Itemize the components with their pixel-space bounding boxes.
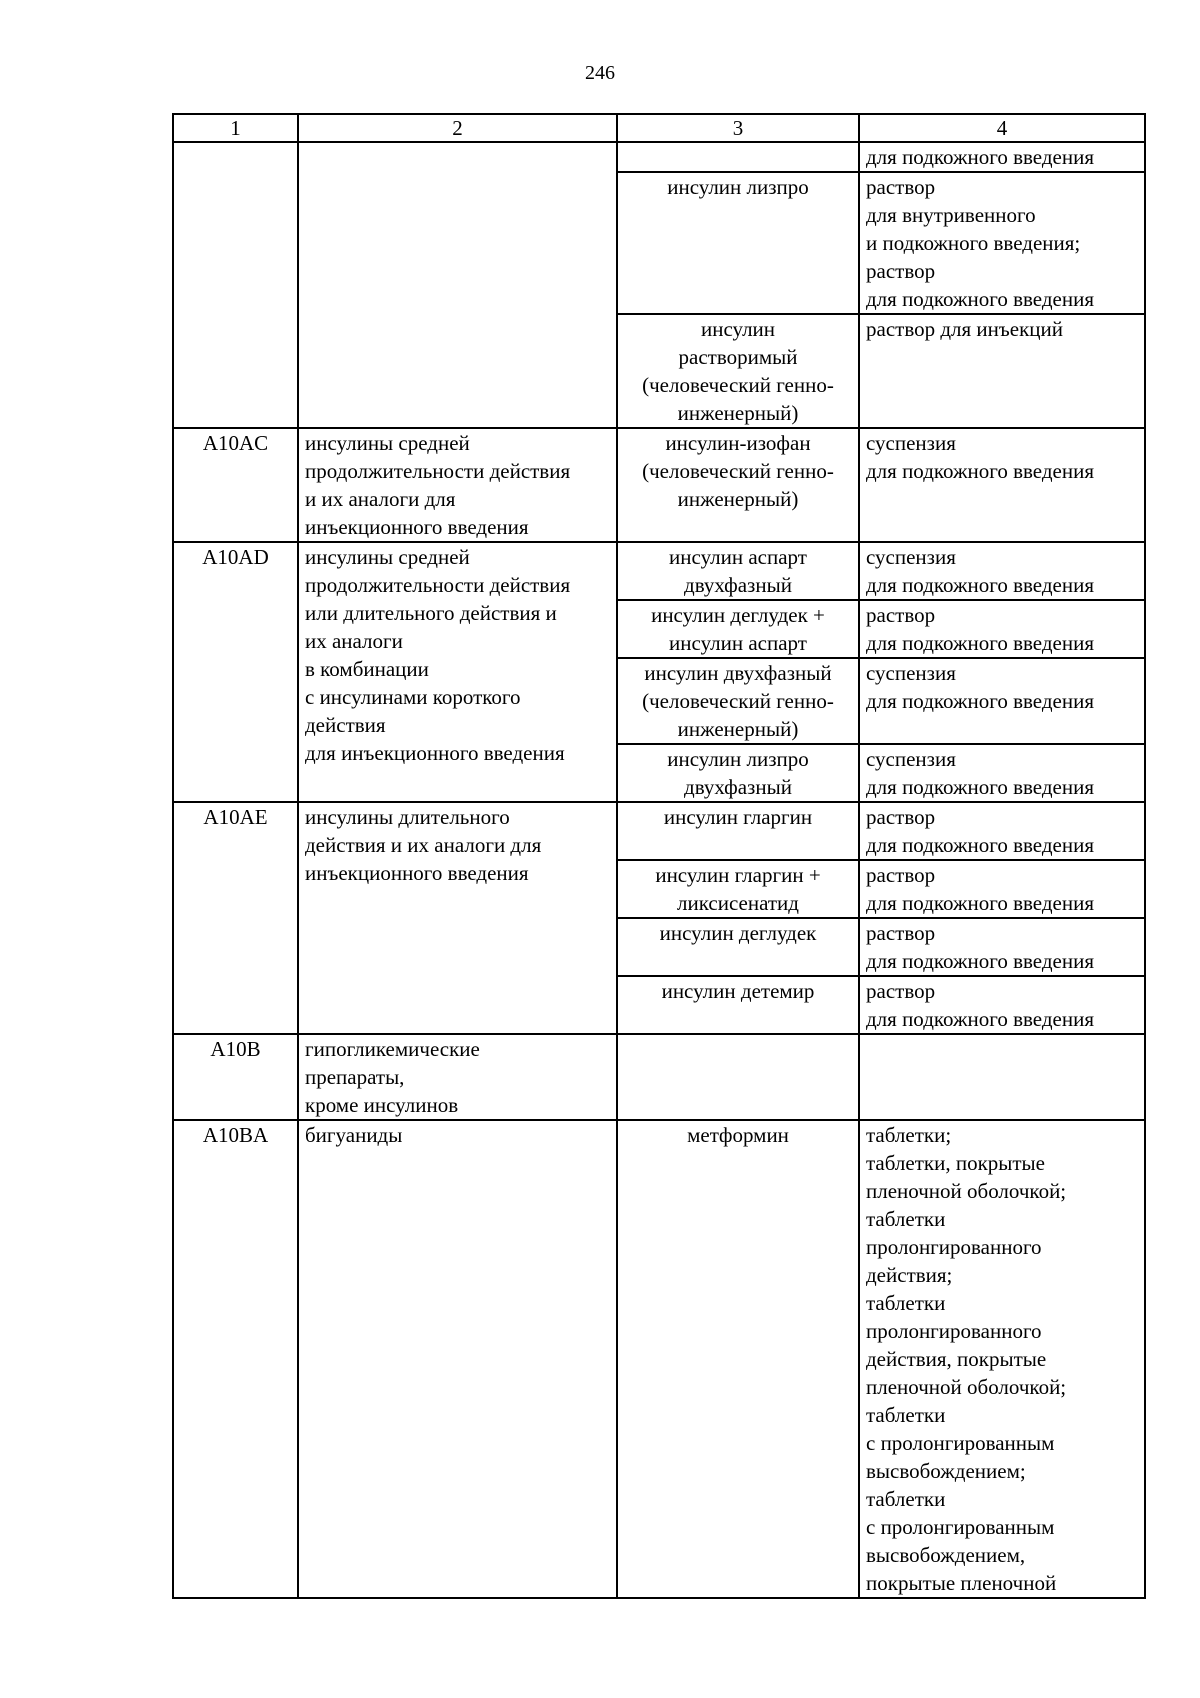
drug-name-cell: метформин <box>617 1120 859 1598</box>
group-cell: инсулины длительного действия и их аналоги для инъекционного введения <box>298 802 617 1034</box>
dosage-form-cell: раствор для подкожного введения <box>859 860 1145 918</box>
dosage-form-cell: раствор для подкожного введения <box>859 918 1145 976</box>
code-cell <box>173 142 298 428</box>
table-row <box>173 428 1145 542</box>
header-col-1: 1 <box>173 114 298 142</box>
drug-table <box>172 113 1146 1599</box>
drug-name-cell <box>617 1034 859 1120</box>
dosage-form-cell: суспензия для подкожного введения <box>859 542 1145 600</box>
code-cell: A10AD <box>173 542 298 802</box>
dosage-form-cell: раствор для подкожного введения <box>859 976 1145 1034</box>
group-cell: инсулины средней продолжительности действия или длительного действия и их аналоги в комбинации с инсулинами короткого действия для инъекционного введения <box>298 542 617 802</box>
dosage-form-cell: раствор для подкожного введения <box>859 802 1145 860</box>
drug-name-cell: инсулин двухфазный (человеческий генно- инженерный) <box>617 658 859 744</box>
code-cell: A10B <box>173 1034 298 1120</box>
header-col-4: 4 <box>859 114 1145 142</box>
drug-name-cell: инсулин деглудек + инсулин аспарт <box>617 600 859 658</box>
header-col-3: 3 <box>617 114 859 142</box>
drug-name-cell: инсулин-изофан (человеческий генно- инженерный) <box>617 428 859 542</box>
drug-name-cell: инсулин лизпро <box>617 172 859 314</box>
dosage-form-cell <box>859 1034 1145 1120</box>
dosage-form-cell: раствор для подкожного введения <box>859 600 1145 658</box>
table-row <box>173 142 1145 172</box>
page-number: 246 <box>585 62 615 84</box>
dosage-form-cell: раствор для внутривенного и подкожного введения; раствор для подкожного введения <box>859 172 1145 314</box>
dosage-form-cell: суспензия для подкожного введения <box>859 744 1145 802</box>
code-cell: A10BA <box>173 1120 298 1598</box>
dosage-form-cell: суспензия для подкожного введения <box>859 658 1145 744</box>
drug-name-cell: инсулин детемир <box>617 976 859 1034</box>
drug-name-cell: инсулин деглудек <box>617 918 859 976</box>
dosage-form-cell: раствор для инъекций <box>859 314 1145 428</box>
header-row <box>173 114 1145 142</box>
dosage-form-cell: суспензия для подкожного введения <box>859 428 1145 542</box>
table-row <box>173 542 1145 600</box>
header-col-2: 2 <box>298 114 617 142</box>
drug-name-cell: инсулин гларгин <box>617 802 859 860</box>
drug-name-cell: инсулин лизпро двухфазный <box>617 744 859 802</box>
drug-name-cell: инсулин растворимый (человеческий генно- инженерный) <box>617 314 859 428</box>
group-cell: гипогликемические препараты, кроме инсулинов <box>298 1034 617 1120</box>
dosage-form-cell: для подкожного введения <box>859 142 1145 172</box>
drug-name-cell <box>617 142 859 172</box>
group-cell <box>298 142 617 428</box>
table-row <box>173 802 1145 860</box>
code-cell: A10AE <box>173 802 298 1034</box>
table-row <box>173 1034 1145 1120</box>
table-row <box>173 1120 1145 1598</box>
dosage-form-cell: таблетки; таблетки, покрытые пленочной оболочкой; таблетки пролонгированного действия; таблетки пролонгированного действия, покрытые пленочной оболочкой; таблетки с пролонгированным высвобождением; таблетки с пролонгированным высвобождением, покрытые пленочной <box>859 1120 1145 1598</box>
code-cell: A10AC <box>173 428 298 542</box>
group-cell: инсулины средней продолжительности действия и их аналоги для инъекционного введения <box>298 428 617 542</box>
group-cell: бигуаниды <box>298 1120 617 1598</box>
drug-name-cell: инсулин аспарт двухфазный <box>617 542 859 600</box>
drug-name-cell: инсулин гларгин + ликсисенатид <box>617 860 859 918</box>
